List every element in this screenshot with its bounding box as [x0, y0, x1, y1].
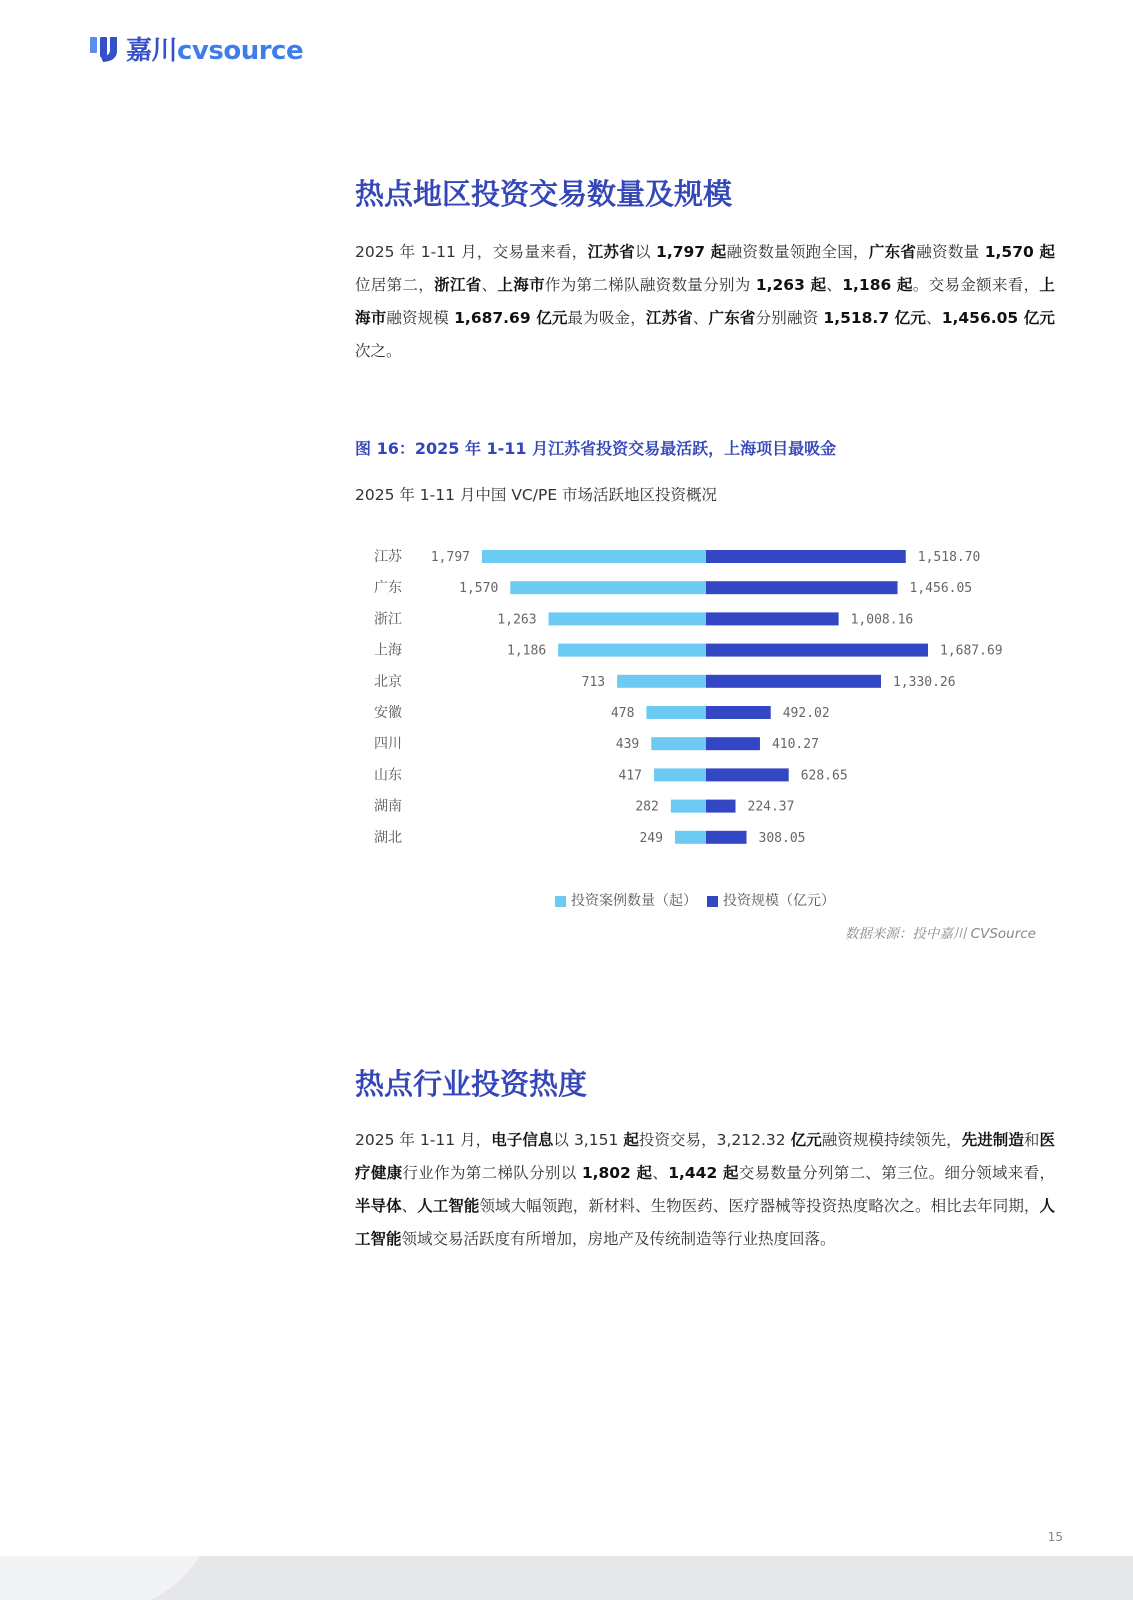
data-label-count: 1,186: [507, 643, 547, 659]
bar-amount: [706, 612, 839, 625]
emphasis-text: 半导体: [355, 1197, 402, 1215]
emphasis-text: 上海市: [355, 276, 1055, 327]
figure-subtitle: 2025 年 1-11 月中国 VC/PE 市场活跃地区投资概况: [355, 486, 718, 504]
body-text: 融资规模: [386, 309, 455, 327]
body-text: 交易数量分列第二、第三位。细分领域来看，: [738, 1164, 1055, 1182]
data-label-count: 417: [618, 768, 643, 784]
body-text: 、: [652, 1164, 669, 1182]
data-label-count: 249: [639, 830, 663, 846]
bar-count: [651, 737, 706, 750]
body-text: 融资数量领跑全国，: [726, 243, 869, 261]
emphasis-text: 1,442 起: [668, 1164, 739, 1182]
body-text: 位居第二，: [355, 276, 435, 294]
bar-amount: [706, 644, 928, 657]
body-text: 领域交易活跃度有所增加，房地产及传统制造等行业热度回落。: [401, 1230, 836, 1248]
logo-text: 嘉川cvsource: [126, 36, 304, 66]
emphasis-text: 1,518.7 亿元: [823, 309, 927, 327]
data-label-count: 478: [610, 706, 635, 721]
bar-amount: [706, 831, 747, 844]
body-text: 2025 年 1-11 月，交易量来看，: [355, 243, 588, 261]
body-text: 次之。: [355, 342, 402, 360]
emphasis-text: 亿元: [790, 1131, 822, 1149]
emphasis-text: 电子信息: [491, 1131, 554, 1149]
data-label-count: 1,570: [459, 581, 499, 597]
body-text: 以: [635, 243, 657, 261]
bar-amount: [706, 737, 760, 750]
data-label-amount: 1,456.05: [909, 581, 973, 597]
emphasis-text: 人工智能: [355, 1197, 1055, 1248]
section-title-industries: 热点行业投资热度: [355, 1067, 588, 1101]
category-label: 江苏: [374, 549, 402, 565]
category-label: 湖北: [374, 829, 402, 846]
body-text: 2025 年 1-11 月，: [355, 1131, 492, 1149]
category-label: 浙江: [374, 611, 402, 628]
section-paragraph-industries: [355, 1124, 1055, 1256]
data-label-amount: 628.65: [800, 768, 848, 784]
body-text: 融资数量: [916, 243, 985, 261]
body-text: 。交易金额来看，: [912, 276, 1040, 294]
data-source: 数据来源：投中嘉川 CVSource: [844, 926, 1036, 942]
emphasis-text: 1,802 起: [581, 1164, 653, 1182]
bar-amount: [706, 800, 736, 813]
emphasis-text: 1,797 起: [656, 243, 727, 261]
region-investment-chart: [355, 540, 1055, 870]
data-label-amount: 492.02: [782, 706, 830, 721]
legend-item-amount: 投资规模（亿元）: [707, 890, 835, 910]
bar-count: [510, 581, 706, 594]
data-label-count: 713: [581, 674, 606, 690]
bar-amount: [706, 581, 898, 594]
emphasis-text: 江苏省: [587, 243, 635, 261]
emphasis-text: 医疗健康: [355, 1131, 1055, 1182]
body-text: 投资交易，3,212.32: [638, 1131, 791, 1149]
brand-logo: [88, 30, 303, 67]
body-text: 、: [401, 1197, 418, 1215]
body-text: 和: [1023, 1131, 1040, 1149]
body-text: 、: [692, 309, 709, 327]
emphasis-text: 起: [623, 1131, 639, 1149]
emphasis-text: 人工智能: [417, 1197, 480, 1215]
category-label: 湖南: [374, 798, 402, 815]
emphasis-text: 1,570 起: [984, 243, 1055, 261]
body-text: 融资规模持续领先，: [821, 1131, 962, 1149]
body-text: 、: [926, 309, 942, 327]
figure-title: 图 16：2025 年 1-11 月江苏省投资交易最活跃，上海项目最吸金: [355, 439, 837, 458]
bar-count: [675, 831, 706, 844]
body-text: 以 3,151: [553, 1131, 624, 1149]
footer-decoration: [0, 1556, 1133, 1600]
bar-amount: [706, 768, 789, 781]
body-text: 最为吸金，: [567, 309, 646, 327]
emphasis-text: 1,186 起: [842, 276, 913, 294]
emphasis-text: 先进制造: [961, 1131, 1024, 1149]
body-text: 作为第二梯队融资数量分别为: [544, 276, 756, 294]
data-label-count: 1,797: [430, 550, 470, 565]
body-text: 、: [826, 276, 843, 294]
body-text: 领域大幅领跑，新材料、生物医药、医疗器械等投资热度略次之。相比去年同期，: [479, 1197, 1040, 1215]
body-text: 分别融资: [755, 309, 824, 327]
chart-legend: [555, 890, 835, 910]
emphasis-text: 1,263 起: [755, 276, 827, 294]
emphasis-text: 1,687.69 亿元: [454, 309, 568, 327]
data-label-amount: 1,330.26: [892, 674, 956, 690]
category-label: 广东: [374, 580, 402, 597]
page-number: 15: [1047, 1530, 1063, 1544]
data-label-count: 439: [615, 737, 640, 753]
legend-item-count: 投资案例数量（起）: [555, 890, 697, 910]
cvsource-logo-icon: [88, 33, 120, 65]
emphasis-text: 江苏省: [645, 309, 693, 327]
bar-amount: [706, 675, 881, 688]
category-label: 上海: [374, 642, 402, 659]
data-label-amount: 1,687.69: [940, 643, 1003, 659]
data-label-count: 282: [635, 799, 659, 815]
data-label-amount: 410.27: [771, 737, 819, 753]
bar-count: [671, 800, 706, 813]
emphasis-text: 广东省: [708, 309, 756, 327]
category-label: 北京: [374, 673, 402, 690]
bar-count: [646, 706, 706, 719]
bar-amount: [706, 706, 771, 719]
body-text: 、: [481, 276, 498, 294]
category-label: 四川: [374, 736, 402, 753]
section-title-regions: 热点地区投资交易数量及规模: [355, 177, 733, 211]
emphasis-text: 广东省: [868, 243, 917, 261]
data-label-amount: 224.37: [747, 799, 795, 815]
data-label-count: 1,263: [497, 612, 537, 628]
bar-count: [617, 675, 706, 688]
emphasis-text: 浙江省: [434, 276, 482, 294]
category-label: 山东: [374, 767, 402, 784]
footer-band: [0, 1556, 1133, 1600]
data-label-amount: 1,008.16: [850, 612, 914, 628]
data-label-amount: 1,518.70: [917, 550, 981, 565]
body-text: 行业作为第二梯队分别以: [402, 1164, 582, 1182]
emphasis-text: 1,456.05 亿元: [941, 309, 1055, 327]
data-label-amount: 308.05: [758, 830, 806, 846]
bar-count: [482, 550, 706, 563]
category-label: 安徽: [374, 705, 402, 721]
bar-count: [549, 612, 706, 625]
section-paragraph-regions: [355, 236, 1055, 368]
bar-count: [654, 768, 706, 781]
bar-count: [558, 644, 706, 657]
bar-amount: [706, 550, 906, 563]
emphasis-text: 上海市: [497, 276, 545, 294]
